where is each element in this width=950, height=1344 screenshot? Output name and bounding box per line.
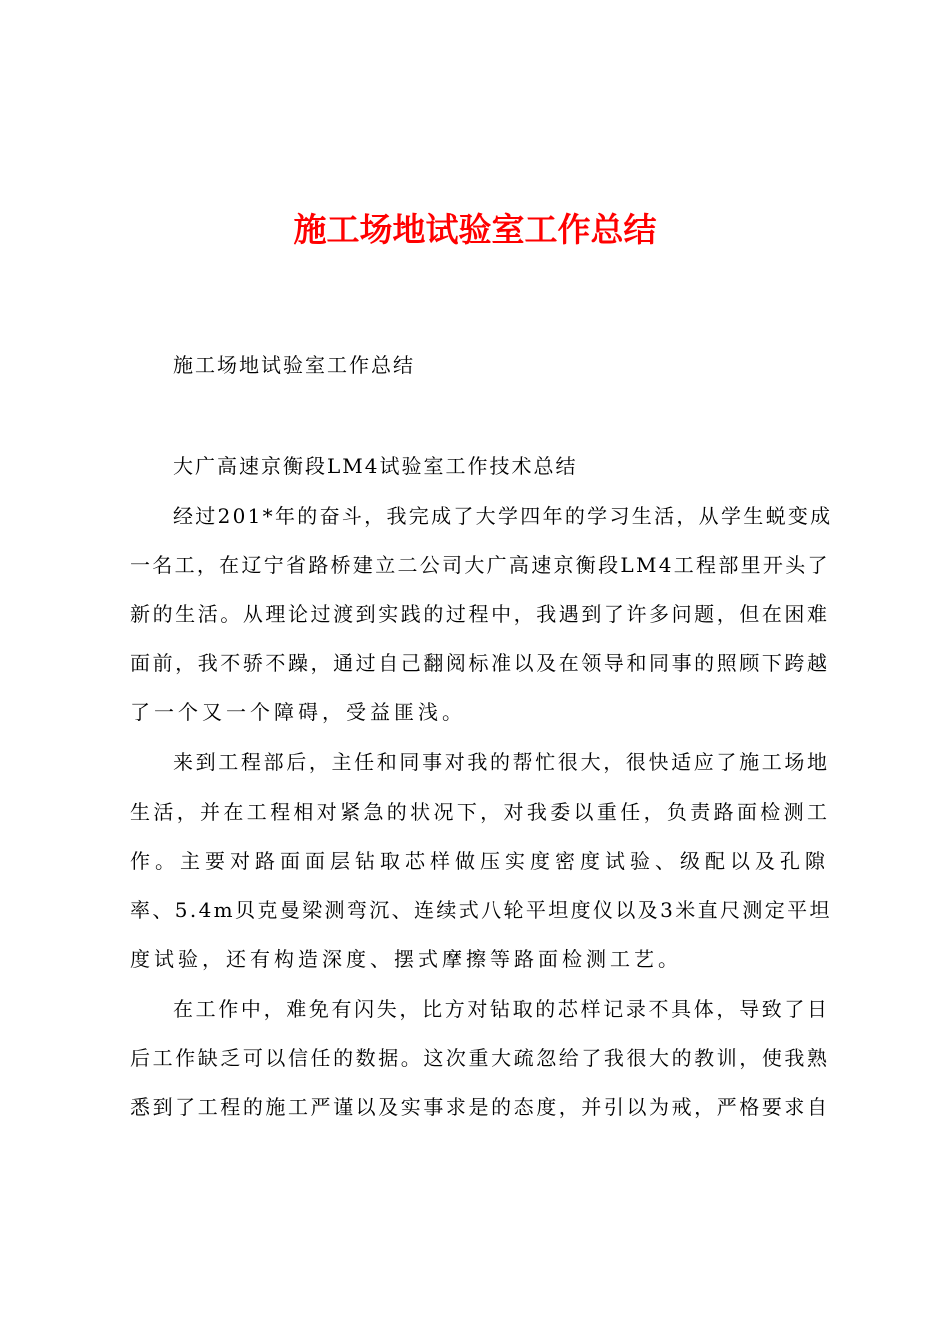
paragraph-line: 后工作缺乏可以信任的数据。这次重大疏忽给了我很大的教训，使我熟 xyxy=(130,1046,830,1070)
paragraph-line: 率、5.4m贝克曼梁测弯沉、连续式八轮平坦度仪以及3米直尺测定平坦 xyxy=(130,898,832,922)
paragraph-line: 面前，我不骄不躁，通过自己翻阅标准以及在领导和同事的照顾下跨越 xyxy=(130,651,830,675)
paragraph-line: 在工作中，难免有闪失，比方对钻取的芯样记录不具体，导致了日 xyxy=(173,997,830,1021)
document-title: 施工场地试验室工作总结 xyxy=(293,210,657,249)
paragraph-line: 来到工程部后，主任和同事对我的帮忙很大，很快适应了施工场地 xyxy=(173,750,830,774)
paragraph-line: 生活，并在工程相对紧急的状况下，对我委以重任，负责路面检测工 xyxy=(130,800,831,824)
paragraph-line: 经过201*年的奋斗，我完成了大学四年的学习生活，从学生蜕变成 xyxy=(173,504,833,528)
paragraph-line: 了一个又一个障碍，受益匪浅。 xyxy=(130,700,466,724)
paragraph-line: 作。主要对路面面层钻取芯样做压实度密度试验、级配以及孔隙 xyxy=(130,849,830,873)
section-heading: 大广高速京衡段LM4试验室工作技术总结 xyxy=(173,454,578,478)
paragraph-line: 一名工，在辽宁省路桥建立二公司大广高速京衡段LM4工程部里开头了 xyxy=(130,553,830,577)
paragraph-line: 悉到了工程的施工严谨以及实事求是的态度，并引以为戒，严格要求自 xyxy=(130,1095,830,1119)
paragraph-line: 新的生活。从理论过渡到实践的过程中，我遇到了许多问题，但在困难 xyxy=(130,602,830,626)
document-subtitle: 施工场地试验室工作总结 xyxy=(173,353,415,377)
paragraph-line: 度试验，还有构造深度、摆式摩擦等路面检测工艺。 xyxy=(130,947,682,971)
